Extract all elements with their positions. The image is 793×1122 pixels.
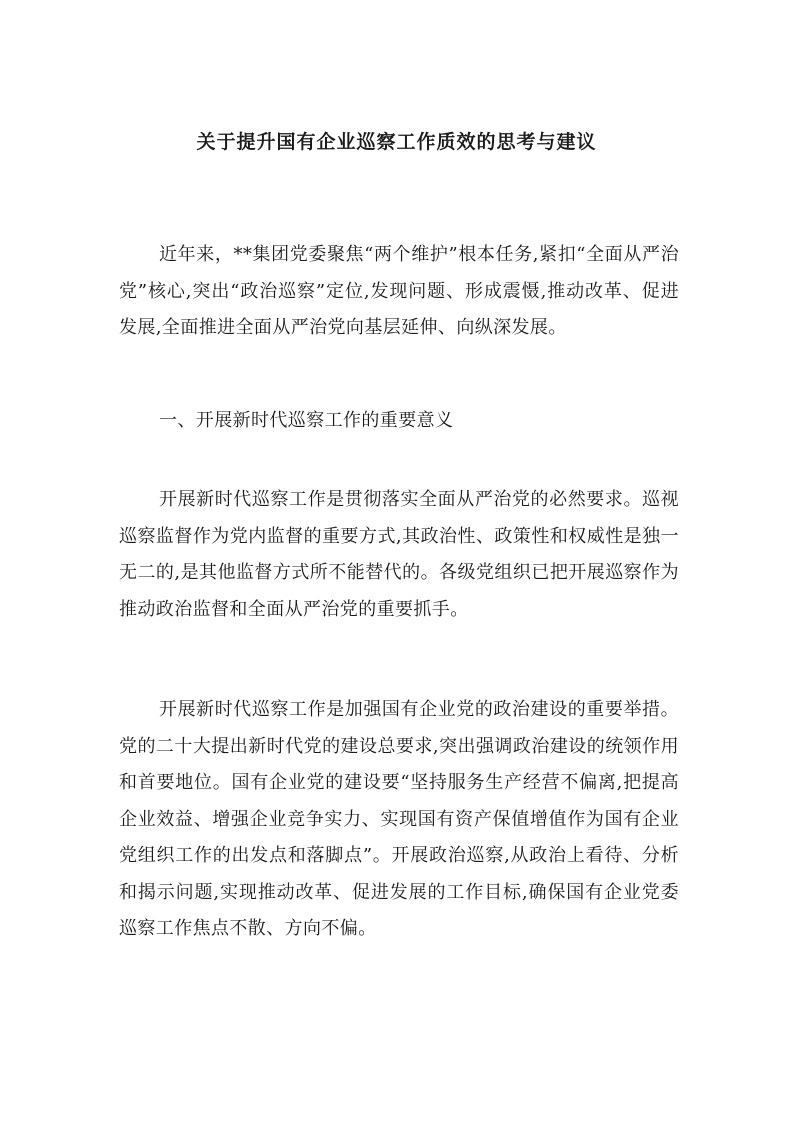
section-paragraph-1: 开展新时代巡察工作是贯彻落实全面从严治党的必然要求。巡视巡察监督作为党内监督的重要方式,其政治性、政策性和权威性是独一无二的,是其他监督方式所不能替代的。各级党组织已把开展巡察作为推动政治监督和全面从严治党的重要抓手。 [119, 489, 679, 620]
section-heading: 一、开展新时代巡察工作的重要意义 [159, 410, 454, 431]
intro-paragraph: 近年来，**集团党委聚焦“两个维护”根本任务,紧扣“全面从严治党”核心,突出“政治巡察”定位,发现问题、形成震慑,推动改革、促进发展,全面推进全面从严治党向基层延伸、向纵深发展。 [119, 244, 679, 338]
section-paragraph-2: 开展新时代巡察工作是加强国有企业党的政治建设的重要举措。党的二十大提出新时代党的建设总要求,突出强调政治建设的统领作用和首要地位。国有企业党的建设要“坚持服务生产经营不偏离,把提高企业效益、增强企业竞争实力、实现国有资产保值增值作为国有企业党组织工作的出发点和落脚点”。开展政治巡察,从政治上看待、分析和揭示问题,实现推动改革、促进发展的工作目标,确保国有企业党委巡察工作焦点不散、方向不偏。 [119, 699, 679, 939]
document-title: 关于提升国有企业巡察工作质效的思考与建议 [196, 131, 597, 153]
